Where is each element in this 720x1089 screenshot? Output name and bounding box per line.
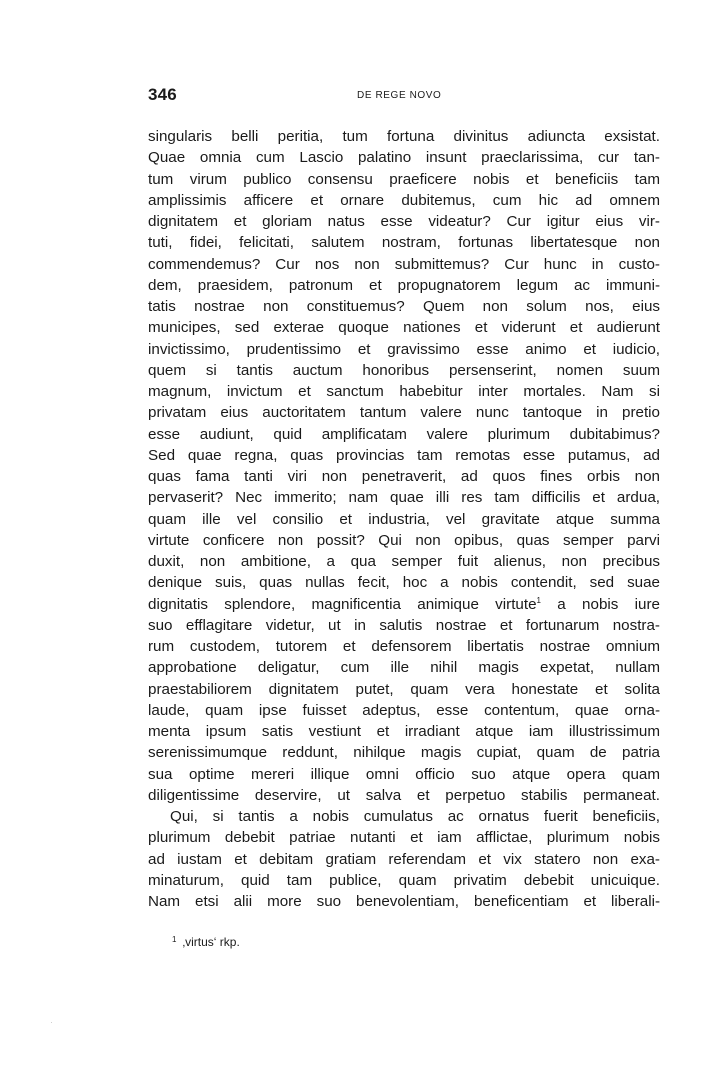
text-line: Sed quae regna, quas provincias tam remotas esse putamus, ad xyxy=(148,446,660,464)
paper-speck xyxy=(51,1022,52,1023)
text-line: dem, praesidem, patronum et propugnatorem legum ac immuni- xyxy=(148,276,660,294)
text-line: duxit, non ambitione, a qua semper fuit alienus, non precibus xyxy=(148,553,660,570)
text-line: invictissimo, prudentissimo et gravissimo esse animo et iudicio, xyxy=(148,340,660,358)
text-line: plurimum debebit patriae nutanti et iam afflictae, plurimum nobis xyxy=(148,829,660,847)
text-line: sua optime mereri illique omni officio suo atque opera quam xyxy=(148,765,660,783)
text-line: ad iustam et debitam gratiam referendam et vix statero non exa- xyxy=(148,850,660,868)
footnote-marker[interactable]: 1 xyxy=(536,595,541,605)
text-line: Nam etsi alii more suo benevolentiam, beneficentiam et liberali- xyxy=(148,893,660,910)
text-line: tum virum publico consensu praeficere nobis et beneficiis tam xyxy=(148,170,660,188)
text-line: pervaserit? Nec immerito; nam quae illi res tam difficilis et ardua, xyxy=(148,489,660,507)
page-number: 346 xyxy=(148,85,177,104)
text-line: dignitatem et gloriam natus esse videatur? Cur igitur eius vir- xyxy=(148,213,660,230)
text-line: approbatione deligatur, cum ille nihil magis expetat, nullam xyxy=(148,659,660,677)
text-line: serenissimumque reddunt, nihilque magis cupiat, quam de patria xyxy=(148,744,660,762)
text-line: quam ille vel consilio et industria, vel gravitate atque summa xyxy=(148,510,660,528)
text-line: Quae omnia cum Lascio palatino insunt praeclarissima, cur tan- xyxy=(148,149,660,167)
text-line: suo efflagitare videtur, ut in salutis nostrae et fortunarum nostra- xyxy=(148,616,660,634)
text-segment: dignitatis splendore, magnificentia animique virtute xyxy=(148,595,537,613)
running-head: DE REGE NOVO xyxy=(357,90,442,101)
footnote-number: 1 xyxy=(172,935,177,944)
text-line: tuti, fidei, felicitati, salutem nostram, fortunas libertatesque non xyxy=(148,234,660,252)
page-header xyxy=(148,85,660,109)
text-line: diligentissime deservire, ut salva et perpetuo stabilis permaneat. xyxy=(148,786,660,804)
text-line: tatis nostrae non constituemus? Quem non solum nos, eius xyxy=(148,298,660,315)
text-line: menta ipsum satis vestiunt et irradiant atque iam illustrissimum xyxy=(148,723,660,740)
text-line: commendemus? Cur nos non submittemus? Cur hunc in custo- xyxy=(148,255,660,273)
text-line: laude, quam ipse fuisset adeptus, esse contentum, quae orna- xyxy=(148,701,660,719)
text-line: privatam eius auctoritatem tantum valere nunc tantoque in pretio xyxy=(148,404,660,422)
footnote-text: ‚virtus‘ rkp. xyxy=(182,935,240,949)
text-line: amplissimis afficere et ornare dubitemus, cum hic ad omnem xyxy=(148,191,660,209)
text-line: municipes, sed exterae quoque nationes et viderunt et audierunt xyxy=(148,319,660,337)
text-line: quem si tantis auctum honoribus persenserint, nomen suum xyxy=(148,361,660,379)
paragraph-start-line: Qui, si tantis a nobis cumulatus ac ornatus fuerit beneficiis, xyxy=(170,808,660,825)
text-line: esse audiunt, quid amplificatam valere plurimum dubitabimus? xyxy=(148,425,660,443)
main-text xyxy=(148,126,660,912)
text-line: magnum, invictum et sanctum habebitur inter mortales. Nam si xyxy=(148,383,660,400)
text-line: rum custodem, tutorem et defensorem libertatis nostrae omnium xyxy=(148,638,660,655)
text-segment: a nobis iure xyxy=(541,595,660,613)
text-line: denique suis, quas nullas fecit, hoc a nobis contendit, sed suae xyxy=(148,574,660,592)
text-line-with-footnote xyxy=(148,594,660,615)
text-line: minaturum, quid tam publice, quam privatim debebit unicuique. xyxy=(148,871,660,889)
text-line: quas fama tanti viri non penetraverit, ad quos fines orbis non xyxy=(148,468,660,485)
text-line: singularis belli peritia, tum fortuna divinitus adiuncta exsistat. xyxy=(148,128,660,145)
footnote xyxy=(172,935,240,949)
text-line: praestabiliorem dignitatem putet, quam vera honestate et solita xyxy=(148,680,660,698)
text-line: virtute conficere non possit? Qui non opibus, quas semper parvi xyxy=(148,531,660,549)
